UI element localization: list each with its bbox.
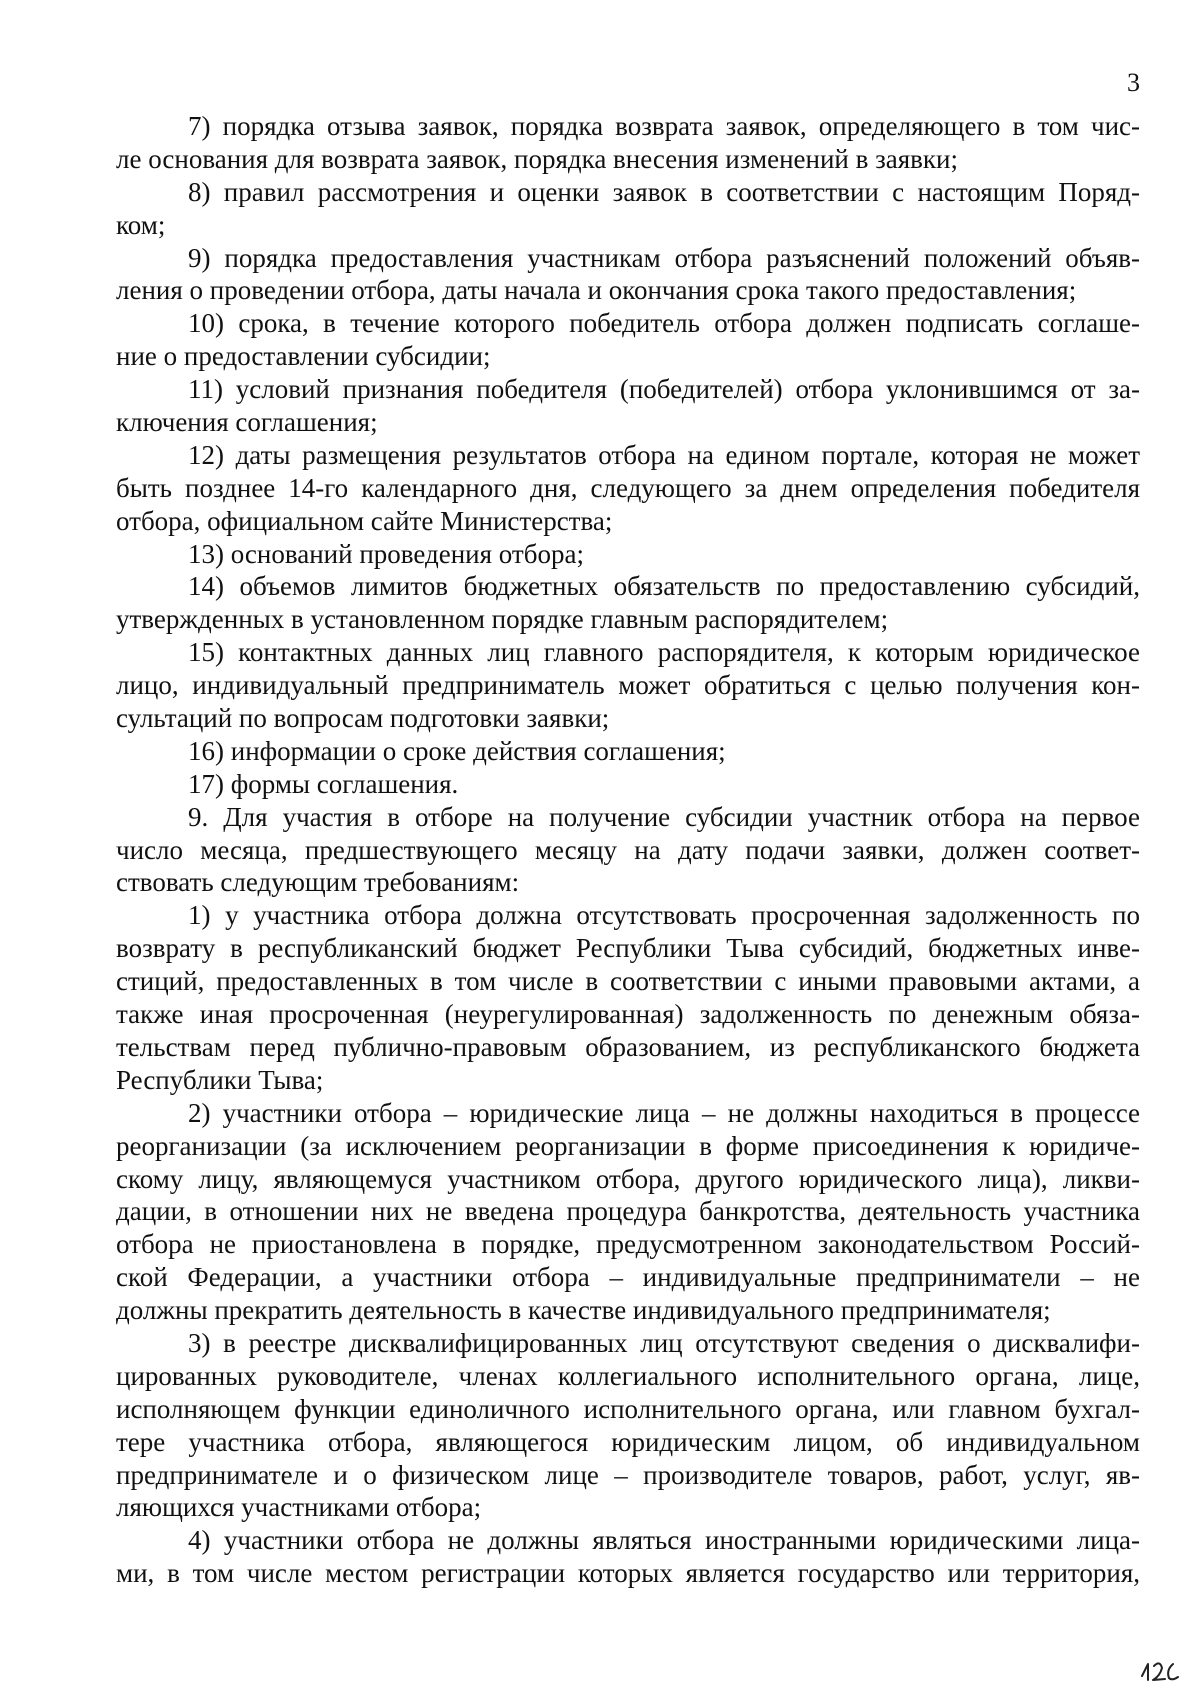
text-line: 16) информации о сроке действия соглашения; bbox=[188, 735, 726, 766]
text-line: ле основания для возврата заявок, порядка внесения изменений в заявки; bbox=[116, 143, 958, 174]
text-line: скому лицу, являющемуся участником отбора, другого юридического лица), ликви- bbox=[116, 1163, 1140, 1194]
text-line: 11) условий признания победителя (победителей) отбора уклонившимся от за- bbox=[188, 374, 1140, 405]
text-line: возврату в республиканский бюджет Республики Тыва субсидий, бюджетных инве- bbox=[116, 933, 1140, 964]
text-line: 3) в реестре дисквалифицированных лиц отсутствуют сведения о дисквалифи- bbox=[188, 1327, 1140, 1358]
text-line: Республики Тыва; bbox=[116, 1064, 324, 1095]
text-line: цированных руководителе, членах коллегиального исполнительного органа, лице, bbox=[116, 1360, 1140, 1391]
text-line: 10) срока, в течение которого победитель отбора должен подписать соглаше- bbox=[188, 308, 1140, 339]
text-line: тере участника отбора, являющегося юридическим лицом, об индивидуальном bbox=[116, 1426, 1140, 1457]
text-line: дации, в отношении них не введена процедура банкротства, деятельность участника bbox=[116, 1196, 1140, 1227]
text-line: 7) порядка отзыва заявок, порядка возврата заявок, определяющего в том чис- bbox=[188, 111, 1140, 141]
text-line: ской Федерации, а участники отбора – индивидуальные предприниматели – не bbox=[116, 1262, 1140, 1293]
text-line: тельствам перед публично-правовым образованием, из республиканского бюджета bbox=[116, 1031, 1140, 1062]
text-line: лицо, индивидуальный предприниматель может обратиться с целью получения кон- bbox=[116, 670, 1140, 701]
text-line: 17) формы соглашения. bbox=[188, 768, 459, 799]
text-line: отбора не приостановлена в порядке, предусмотренном законодательством Россий- bbox=[116, 1229, 1140, 1260]
text-line: ляющихся участниками отбора; bbox=[116, 1492, 482, 1523]
text-line: ние о предоставлении субсидии; bbox=[116, 341, 491, 372]
text-line: предпринимателе и о физическом лице – производителе товаров, работ, услуг, яв- bbox=[116, 1459, 1140, 1490]
text-line: 9. Для участия в отборе на получение субсидии участник отбора на первое bbox=[188, 801, 1140, 832]
text-line: ключения соглашения; bbox=[116, 407, 378, 438]
text-line: 9) порядка предоставления участникам отбора разъяснений положений объяв- bbox=[188, 242, 1140, 273]
text-line: быть позднее 14-го календарного дня, следующего за днем определения победителя bbox=[116, 472, 1140, 503]
text-line: 8) правил рассмотрения и оценки заявок в соответствии с настоящим Поряд- bbox=[188, 176, 1140, 207]
text-line: 2) участники отбора – юридические лица – не должны находиться в процессе bbox=[188, 1097, 1140, 1128]
text-line: 15) контактных данных лиц главного распорядителя, к которым юридическое bbox=[188, 637, 1140, 668]
text-line: 1) у участника отбора должна отсутствовать просроченная задолженность по bbox=[188, 900, 1140, 931]
text-line: стиций, предоставленных в том числе в соответствии с иными правовыми актами, а bbox=[116, 966, 1140, 997]
text-line: реорганизации (за исключением реорганизации в форме присоединения к юридиче- bbox=[116, 1130, 1140, 1161]
text-line: также иная просроченная (неурегулированная) задолженность по денежным обяза- bbox=[116, 999, 1140, 1030]
page-number: 3 bbox=[1127, 68, 1140, 97]
text-line: исполняющем функции единоличного исполнительного органа, или главном бухгал- bbox=[116, 1393, 1140, 1424]
text-line: ствовать следующим требованиям: bbox=[116, 867, 520, 898]
text-line: ком; bbox=[116, 209, 166, 240]
text-line: ления о проведении отбора, даты начала и окончания срока такого предоставления; bbox=[116, 275, 1077, 306]
text-line: ми, в том числе местом регистрации которых является государство или территория, bbox=[116, 1558, 1140, 1589]
text-line: число месяца, предшествующего месяцу на дату подачи заявки, должен соответ- bbox=[116, 834, 1140, 865]
text-line: должны прекратить деятельность в качестве индивидуального предпринимателя; bbox=[116, 1295, 1051, 1326]
text-line: 12) даты размещения результатов отбора на едином портале, которая не может bbox=[188, 439, 1140, 470]
text-line: 14) объемов лимитов бюджетных обязательств по предоставлению субсидий, bbox=[188, 571, 1140, 602]
text-line: утвержденных в установленном порядке главным распорядителем; bbox=[116, 604, 889, 635]
text-line: сультаций по вопросам подготовки заявки; bbox=[116, 703, 610, 734]
handwritten-page-mark bbox=[1138, 1656, 1184, 1684]
text-line: 4) участники отбора не должны являться иностранными юридическими лица- bbox=[188, 1525, 1140, 1556]
document-body bbox=[116, 110, 1140, 1590]
text-line: отбора, официальном сайте Министерства; bbox=[116, 505, 613, 536]
text-line: 13) оснований проведения отбора; bbox=[188, 538, 584, 569]
